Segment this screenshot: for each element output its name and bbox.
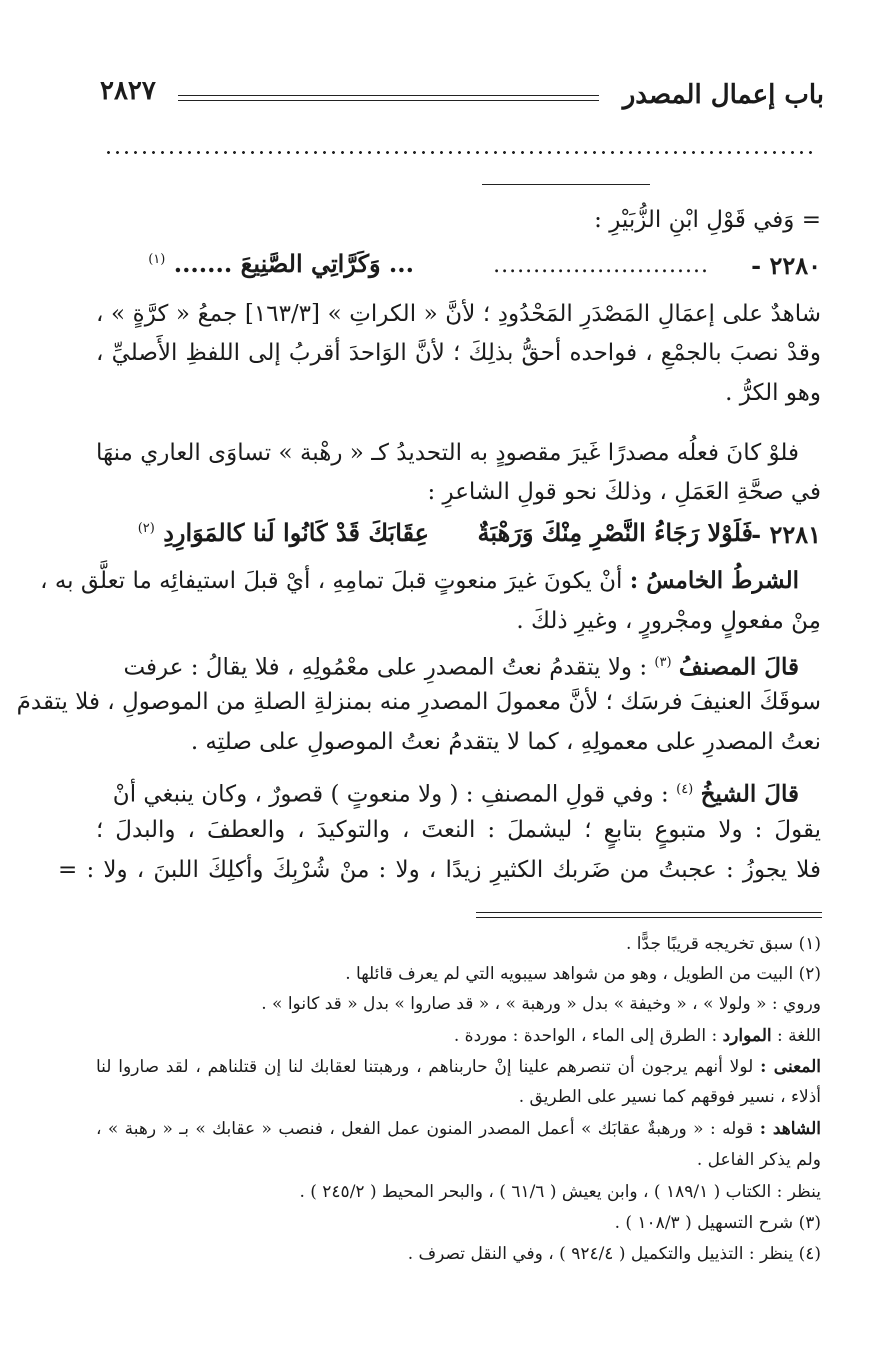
footnote-ref-1: (١) (148, 252, 166, 267)
paragraph-4-text: : ولا يتقدمُ نعتُ المصدرِ على معْمُولِهِ ، فلا يقالُ : عرفت (123, 654, 648, 681)
evidence-label: الشاهد : (759, 1119, 822, 1139)
footnote-ref-3: (٣) (654, 655, 672, 670)
page-number: ٢٨٢٧ (100, 76, 156, 106)
footnote-ref-2: (٢) (137, 521, 155, 536)
paragraph-1-line-2: وقدْ نصبَ بالجمْعِ ، فواحده أحقُّ بذلِكَ ؛ لأنَّ الوَاحدَ أقربُ إلى اللفظِ الأَصليِّ ، (96, 340, 821, 366)
footnote-2-line-7: ولم يذكر الفاعل . (696, 1150, 821, 1170)
verse-2280-dots: ........................... (493, 253, 709, 278)
header-rule (178, 95, 599, 101)
evidence-text: قوله : « ورهبةٌ عقابَك » أعمل المصدر المنون عمل الفعل ، فنصب « عقابك » بـ « رهبة » ، (96, 1119, 754, 1139)
shaykh-quote-heading: قالَ الشيخُ (700, 780, 799, 808)
footnote-4: (٤) ينظر : التذييل والتكميل ( ٩٢٤/٤ ) ، وفي النقل تصرف . (407, 1244, 821, 1264)
footnote-2-line-1: (٢) البيت من الطويل ، وهو من شواهد سيبويه التي لم يعرف قائلها . (345, 964, 821, 984)
author-quote-heading: قالَ المصنفُ (678, 653, 799, 681)
paragraph-3-line-1 (40, 566, 799, 596)
paragraph-3-text: أنْ يكونَ غيرَ منعوتٍ قبلَ تمامِهِ ، أيْ قبلَ استيفائِه ما تعلَّق به ، (40, 568, 623, 594)
footnote-separator (476, 912, 822, 918)
short-rule (482, 184, 650, 185)
verse-2281-hemistich-2 (138, 518, 429, 547)
paragraph-5-line-2: يقولَ : ولا متبوعٍ بتابعٍ ؛ ليشملَ : النعتَ ، والتوكيدَ ، والعطفَ ، والبدلَ ؛ (96, 817, 821, 843)
verse-2280-hemistich: ... وَكَرَّاتِي الصَّنِيعَ ....... (173, 249, 414, 278)
paragraph-5-line-1 (96, 775, 799, 810)
chapter-title: باب إعمال المصدر (622, 80, 824, 110)
meaning-label: المعنى : (760, 1057, 822, 1077)
verse-2281-hemistich-2-text: عِقَابَكَ قَدْ كَانُوا لَنا كالمَوَارِدِ (163, 518, 429, 547)
footnote-2-line-6 (96, 1117, 821, 1141)
paragraph-4-line-1 (96, 648, 799, 683)
paragraph-2-line-1: فلوْ كانَ فعلُه مصدرًا غَيرَ مقصودٍ به التحديدُ كـ « رهْبة » تساوَى العاري منهَا (96, 440, 799, 466)
verse-2281-number: ٢٢٨١ - (751, 520, 821, 549)
footnote-1: (١) سبق تخريجه قريبًا جدًّا . (626, 934, 821, 954)
footnote-2-line-3 (96, 1024, 821, 1048)
paragraph-5-line-3: فلا يجوزُ : عجبتُ من ضَربك الكثيرِ زيدًا ، ولا : منْ شُرْبِكَ وأكلِكَ اللبنَ ، ولا : = (58, 857, 821, 883)
footnote-3: (٣) شرح التسهيل ( ١٠٨/٣ ) . (614, 1213, 821, 1233)
lexicon-label: اللغة : (777, 1026, 821, 1046)
lexicon-term: الموارد (722, 1026, 772, 1046)
paragraph-3-line-2: مِنْ مفعولٍ ومجْرورٍ ، وغيرِ ذلكَ . (516, 608, 821, 634)
condition-heading: الشرطُ الخامسُ : (629, 567, 799, 594)
verse-2280-number: ٢٢٨٠ - (751, 251, 821, 280)
footnote-2-line-4 (96, 1055, 821, 1079)
footnote-2-line-5: أذلاء ، نسير فوقهم كما نسير على الطريق . (518, 1087, 821, 1107)
paragraph-4-line-3: نعتُ المصدرِ على معمولِهِ ، كما لا يتقدمُ نعتُ الموصولِ على صلتِه . (190, 729, 821, 755)
meaning-text: لولا أنهم يرجون أن تنصرهم علينا إنْ حاربناهم ، ورهبتنا لعقابك لنا إن قتلناهم ، لقد صاروا لنا (96, 1057, 754, 1077)
verse-2280-text (148, 249, 414, 278)
footnote-ref-4: (٤) (676, 782, 694, 797)
paragraph-2-line-2: في صحَّةِ العَمَلِ ، وذلكَ نحو قولِ الشاعرِ : (427, 479, 821, 505)
footnote-2-line-8: ينظر : الكتاب ( ١٨٩/١ ) ، وابن يعيش ( ٦١/٦ ) ، والبحر المحيط ( ٢٤٥/٢ ) . (299, 1182, 821, 1202)
dotted-separator (104, 142, 813, 158)
running-header (100, 74, 824, 114)
paragraph-1-line-1: شاهدٌ على إعمَالِ المَصْدَرِ المَحْدُودِ ؛ لأنَّ « الكراتِ » [١٦٣/٣] جمعُ « كرَّةٍ » ، (96, 301, 821, 327)
paragraph-1-line-3: وهو الكرُّ . (725, 380, 821, 406)
paragraph-5-text: : وفي قولِ المصنفِ : ( ولا منعوتٍ ) قصورٌ ، وكان ينبغي أنْ (112, 781, 669, 808)
lexicon-definition: : الطرق إلى الماء ، الواحدة : موردة . (453, 1026, 718, 1046)
body-line-1: = وَفي قَوْلِ ابْنِ الزُّبَيْرِ : (594, 207, 821, 233)
paragraph-4-line-2: سوقَكَ العنيفَ فرسَك ؛ لأنَّ معمولَ المصدرِ منه بمنزلةِ الصلةِ من الموصولِ ، فلا يتقدمَ (16, 689, 821, 715)
verse-2281-hemistich-1: فَلَوْلا رَجَاءُ النَّصْرِ مِنْكَ وَرَهْبَةٌ (477, 518, 753, 547)
footnote-2-line-2: وروي : « ولولا » ، « وخيفة » بدل « ورهبة » ، « قد صاروا » بدل « قد كانوا » . (261, 994, 821, 1014)
